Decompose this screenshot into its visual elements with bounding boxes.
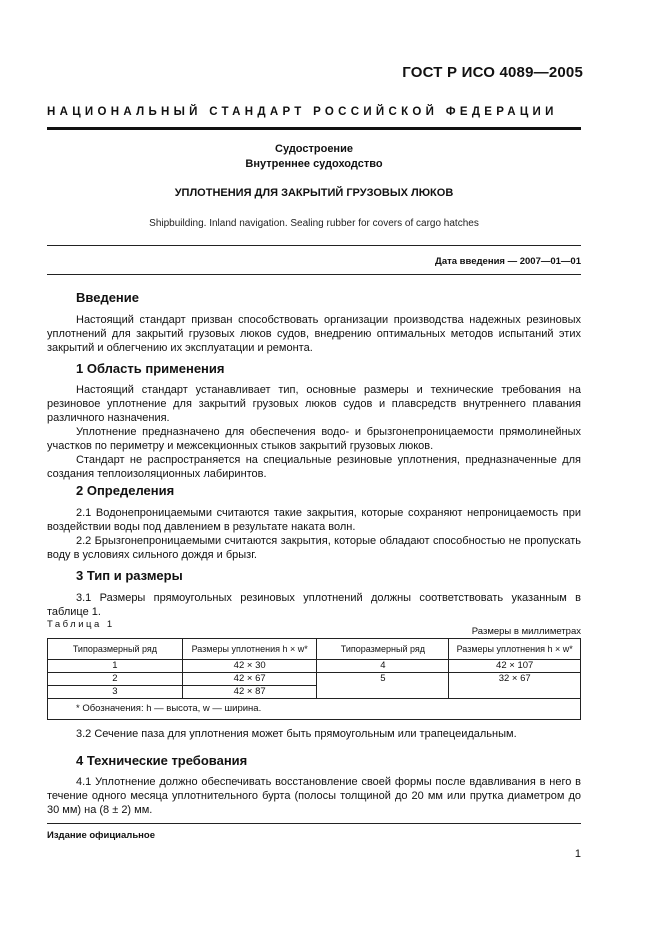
table-cell-series: 4 bbox=[317, 660, 449, 673]
table-header-series-left: Типоразмерный ряд bbox=[48, 639, 183, 660]
table-header-series-right: Типоразмерный ряд bbox=[317, 639, 449, 660]
table-cell-series: 1 bbox=[48, 660, 183, 673]
section-4-paragraph-1: 4.1 Уплотнение должно обеспечивать восстановление своей формы после вдавливания в него в течение одного месяца уплотнительного бурта (полосы толщиной до 20 мм или прутка диаметром до 30 мм) на (8 ± 2) мм. bbox=[47, 776, 581, 816]
intro-paragraph: Настоящий стандарт призван способствовать организации производства надежных резиновых уплотнений для закрытий грузовых люков судов, внедрению оптимальных методов испытаний этих закрытий и облегчению их эксплуатации и ремонта. bbox=[47, 314, 581, 354]
standard-code: ГОСТ Р ИСО 4089—2005 bbox=[402, 64, 583, 81]
table-header-size-right: Размеры уплотнения h × w* bbox=[449, 639, 581, 660]
section-1-body bbox=[47, 383, 581, 481]
industry-heading: Судостроение bbox=[275, 143, 353, 155]
table-cell-series: 3 bbox=[48, 686, 183, 699]
subindustry-heading: Внутреннее судоходство bbox=[245, 158, 383, 170]
table-cell-size: 42 × 87 bbox=[182, 686, 317, 699]
table-header-size-left: Размеры уплотнения h × w* bbox=[182, 639, 317, 660]
section-3-body bbox=[47, 591, 581, 619]
table-footnote-row bbox=[48, 699, 581, 720]
table-header-row bbox=[48, 639, 581, 660]
national-standard-banner: НАЦИОНАЛЬНЫЙ СТАНДАРТ РОССИЙСКОЙ ФЕДЕРАЦИИ bbox=[47, 106, 558, 118]
title-rule-bottom bbox=[47, 274, 581, 275]
table-row bbox=[48, 660, 581, 673]
table-cell-size: 42 × 107 bbox=[449, 660, 581, 673]
dimensions-table bbox=[47, 638, 581, 720]
table-units: Размеры в миллиметрах bbox=[471, 626, 581, 637]
table-caption: Таблица 1 bbox=[47, 619, 115, 630]
document-title-english: Shipbuilding. Inland navigation. Sealing rubber for covers of cargo hatches bbox=[149, 218, 479, 229]
table-cell-size: 42 × 30 bbox=[182, 660, 317, 673]
table-cell-size: 42 × 67 bbox=[182, 673, 317, 686]
section-2-body bbox=[47, 506, 581, 562]
section-3-paragraph-2: 3.2 Сечение паза для уплотнения может быть прямоугольным или трапецеидальным. bbox=[76, 728, 517, 740]
title-rule-top bbox=[47, 245, 581, 246]
document-title: УПЛОТНЕНИЯ ДЛЯ ЗАКРЫТИЙ ГРУЗОВЫХ ЛЮКОВ bbox=[174, 187, 454, 199]
page-number: 1 bbox=[574, 848, 581, 860]
section-2-paragraph-1: 2.1 Водонепроницаемыми считаются такие закрытия, которые сохраняют непроницаемость при воздействии воды под давлением в результате наката волн. bbox=[47, 507, 581, 533]
section-4-body bbox=[47, 775, 581, 817]
section-4-heading: 4 Технические требования bbox=[76, 753, 248, 768]
intro-text bbox=[47, 313, 581, 355]
table-cell-series: 2 bbox=[48, 673, 183, 686]
table-row bbox=[48, 673, 581, 686]
section-3-heading: 3 Тип и размеры bbox=[76, 568, 183, 583]
section-3-paragraph-1: 3.1 Размеры прямоугольных резиновых уплотнений должны соответствовать указанным в таблице 1. bbox=[47, 592, 581, 618]
section-1-paragraph-2: Уплотнение предназначено для обеспечения водо- и брызгонепроницаемости прямолинейных участков по периметру и межсекционных стыков закрытий грузовых люков. bbox=[47, 426, 581, 452]
section-2-heading: 2 Определения bbox=[76, 483, 175, 498]
section-1-paragraph-3: Стандарт не распространяется на специальные резиновые уплотнения, предназначенные для создания теплоизоляционных лабиринтов. bbox=[47, 454, 581, 480]
intro-heading: Введение bbox=[76, 290, 139, 305]
section-3-body-2 bbox=[47, 727, 581, 741]
section-1-heading: 1 Область применения bbox=[76, 361, 225, 376]
edition-label: Издание официальное bbox=[47, 830, 155, 841]
table-cell-size: 32 × 67 bbox=[449, 673, 581, 699]
header-rule bbox=[47, 127, 581, 130]
table-footnote: * Обозначения: h — высота, w — ширина. bbox=[48, 699, 581, 720]
effective-date: Дата введения — 2007—01—01 bbox=[435, 256, 581, 267]
section-2-paragraph-2: 2.2 Брызгонепроницаемыми считаются закрытия, которые обладают способностью не пропускать воду в условиях сильного дождя и брызг. bbox=[47, 535, 581, 561]
footer-rule bbox=[47, 823, 581, 824]
table-cell-series: 5 bbox=[317, 673, 449, 699]
section-1-paragraph-1: Настоящий стандарт устанавливает тип, основные размеры и технические требования на резиновое уплотнение для закрытий грузовых люков судов и плавсредств внутреннего плавания различного назначения. bbox=[47, 384, 581, 424]
